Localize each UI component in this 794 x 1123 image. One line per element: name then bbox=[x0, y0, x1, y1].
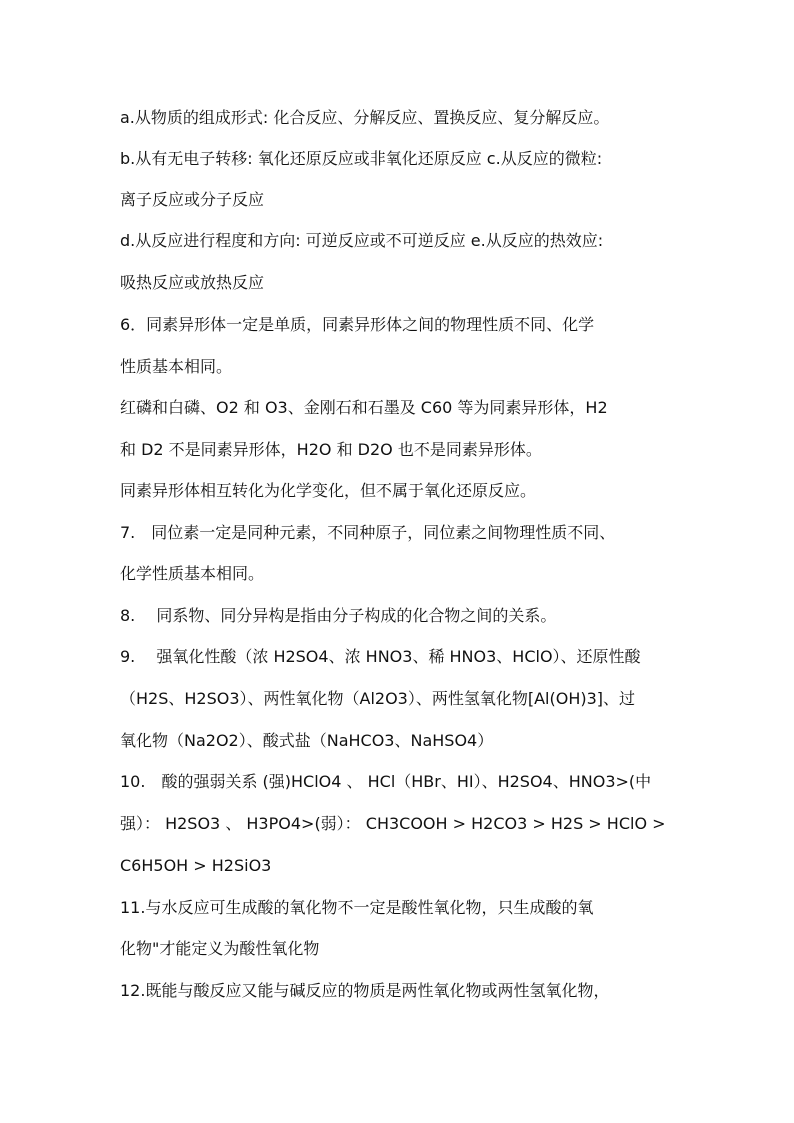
text-line: （H2S、H2SO3）、两性氧化物（Al2O3）、两性氢氧化物[Al(OH)3]、过 bbox=[120, 689, 636, 708]
text-line: a.从物质的组成形式: 化合反应、分解反应、置换反应、复分解反应。 bbox=[120, 108, 610, 127]
text-line: 同素异形体相互转化为化学变化，但不属于氧化还原反应。 bbox=[120, 481, 537, 500]
text-line: 红磷和白磷、O2 和 O3、金刚石和石墨及 C60 等为同素异形体，H2 bbox=[120, 398, 608, 417]
text-line: 强）： H2SO3 、 H3PO4>(弱）： CH3COOH > H2CO3 > H2S > HClO > bbox=[120, 814, 666, 833]
text-line: 6．同素异形体一定是单质，同素异形体之间的物理性质不同、化学 bbox=[120, 315, 595, 334]
text-line: 氧化物（Na2O2）、酸式盐（NaHCO3、NaHSO4） bbox=[120, 731, 494, 750]
text-line: 性质基本相同。 bbox=[120, 357, 233, 376]
text-line: 9. 强氧化性酸（浓 H2SO4、浓 HNO3、稀 HNO3、HClO）、还原性酸 bbox=[120, 647, 641, 666]
text-line: C6H5OH > H2SiO3 bbox=[120, 856, 272, 875]
text-line: b.从有无电子转移: 氧化还原反应或非氧化还原反应 c.从反应的微粒: bbox=[120, 149, 603, 168]
text-line: 11.与水反应可生成酸的氧化物不一定是酸性氧化物，只生成酸的氧 bbox=[120, 898, 594, 917]
text-line: 化学性质基本相同。 bbox=[120, 564, 265, 583]
text-line: 和 D2 不是同素异形体，H2O 和 D2O 也不是同素异形体。 bbox=[120, 440, 542, 459]
text-line: 10. 酸的强弱关系 (强)HClO4 、 HCl（HBr、HI）、H2SO4、HNO3>(中 bbox=[120, 772, 652, 791]
text-line: 离子反应或分子反应 bbox=[120, 190, 265, 209]
text-line: 12.既能与酸反应又能与碱反应的物质是两性氧化物或两性氢氧化物， bbox=[120, 981, 610, 1000]
text-line: 化物"才能定义为酸性氧化物 bbox=[120, 939, 320, 958]
text-line: 8. 同系物、同分异构是指由分子构成的化合物之间的关系。 bbox=[120, 606, 557, 625]
text-line: 7. 同位素一定是同种元素，不同种原子，同位素之间物理性质不同、 bbox=[120, 523, 616, 542]
text-line: 吸热反应或放热反应 bbox=[120, 273, 265, 292]
text-line: d.从反应进行程度和方向: 可逆反应或不可逆反应 e.从反应的热效应: bbox=[120, 231, 604, 250]
